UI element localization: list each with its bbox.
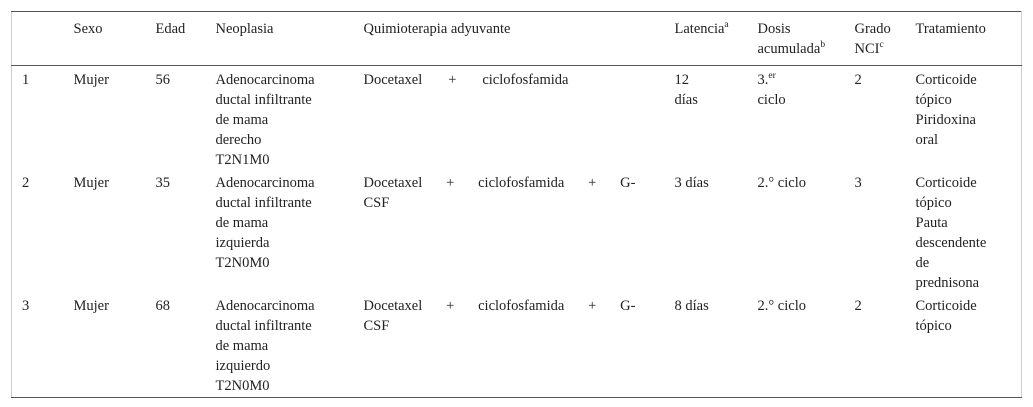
header-neoplasia: Neoplasia [215,21,274,37]
neoplasia-line: ductal infiltrante [215,92,312,108]
neoplasia-line: Adenocarcinoma [215,298,315,314]
cell-edad: 35 [155,175,170,191]
patient-table [11,11,1022,398]
neoplasia-line: ductal infiltrante [215,318,312,334]
header-grado [855,12,916,66]
cell-neoplasia [216,171,364,294]
table-row [12,294,1022,398]
quimio-token: Docetaxel [363,72,423,88]
dosis-line [758,70,855,90]
neoplasia-line: T2N1M0 [215,152,270,168]
quimio-token: Docetaxel [363,298,423,314]
cell-num: 2 [22,175,30,191]
header-latencia [675,12,758,66]
quimio-token: Docetaxel [363,175,423,191]
header-latencia-label: Latencia [674,21,725,37]
cell-dosis [758,294,855,398]
cell-edad: 68 [155,298,170,314]
tratamiento-line: Piridoxina [915,112,976,128]
table-row [12,66,1022,172]
neoplasia-line: izquierdo [215,358,271,374]
cell-sexo: Mujer [73,72,109,88]
neoplasia-line: Adenocarcinoma [215,72,315,88]
table-row [12,171,1022,294]
cell-tratamiento [916,294,1022,398]
dosis-line2: ciclo [757,92,786,108]
cell-quimioterapia [364,294,675,398]
dosis-main: 3. [757,72,769,88]
neoplasia-line: izquierda [215,235,270,251]
dosis-main: 2.° ciclo [757,298,806,314]
tratamiento-line: tópico [915,318,952,334]
quimio-token: + [448,72,457,88]
neoplasia-line: de mama [215,215,269,231]
cell-quimioterapia [364,171,675,294]
header-num [12,12,74,66]
cell-tratamiento [916,171,1022,294]
cell-neoplasia [216,294,364,398]
latencia-line: días [674,92,698,108]
quimio-line [364,173,636,193]
header-dosis-line1: Dosis [757,21,791,37]
latencia-line: 12 [674,72,689,88]
quimio-token: ciclofosfamida [478,298,565,314]
quimio-token: ciclofosfamida [478,175,565,191]
cell-num: 1 [22,72,30,88]
quimio-token: + [588,298,597,314]
header-dosis-footnote: b [820,40,826,51]
latencia-line: 3 días [674,175,709,191]
header-sexo: Sexo [73,21,103,37]
cell-edad: 56 [155,72,170,88]
cell-tratamiento [916,66,1022,172]
cell-latencia [675,294,758,398]
tratamiento-line: oral [915,132,939,148]
cell-neoplasia [216,66,364,172]
cell-grado: 3 [854,175,862,191]
cell-latencia [675,66,758,172]
quimio-line2: CSF [363,195,390,211]
neoplasia-line: T2N0M0 [215,255,270,271]
header-grado-line1: Grado [854,21,891,37]
cell-latencia [675,171,758,294]
header-dosis [758,12,855,66]
tratamiento-line: Corticoide [915,175,977,191]
cell-sexo: Mujer [73,298,109,314]
tratamiento-line: descendente [915,235,987,251]
quimio-line [364,70,569,90]
patient-table-container [11,11,1021,398]
header-grado-line2: NCI [854,41,880,57]
quimio-line [364,296,636,316]
neoplasia-line: de mama [215,338,269,354]
quimio-token: G- [620,175,636,191]
header-dosis-line2: acumulada [757,41,821,57]
latencia-line: 8 días [674,298,709,314]
cell-grado: 2 [854,298,862,314]
neoplasia-line: T2N0M0 [215,378,270,394]
tratamiento-line: Corticoide [915,72,977,88]
header-latencia-footnote: a [724,20,729,31]
quimio-token: + [446,298,455,314]
quimio-line2: CSF [363,318,390,334]
header-grado-footnote: c [879,40,884,51]
cell-quimioterapia [364,66,675,172]
tratamiento-line: Corticoide [915,298,977,314]
tratamiento-line: prednisona [915,275,980,291]
cell-grado: 2 [854,72,862,88]
neoplasia-line: derecho [215,132,262,148]
cell-sexo: Mujer [73,175,109,191]
dosis-sup: er [768,71,776,82]
quimio-token: + [446,175,455,191]
dosis-main: 2.° ciclo [757,175,806,191]
tratamiento-line: de [915,255,930,271]
quimio-token: + [588,175,597,191]
header-tratamiento: Tratamiento [915,21,986,37]
cell-dosis [758,171,855,294]
neoplasia-line: Adenocarcinoma [215,175,315,191]
header-edad: Edad [155,21,186,37]
header-row [12,12,1022,66]
tratamiento-line: tópico [915,195,952,211]
tratamiento-line: Pauta [915,215,948,231]
header-quimioterapia: Quimioterapia adyuvante [363,21,511,37]
neoplasia-line: ductal infiltrante [215,195,312,211]
cell-num: 3 [22,298,30,314]
quimio-token: G- [620,298,636,314]
cell-dosis [758,66,855,172]
tratamiento-line: tópico [915,92,952,108]
neoplasia-line: de mama [215,112,269,128]
quimio-token: ciclofosfamida [482,72,569,88]
